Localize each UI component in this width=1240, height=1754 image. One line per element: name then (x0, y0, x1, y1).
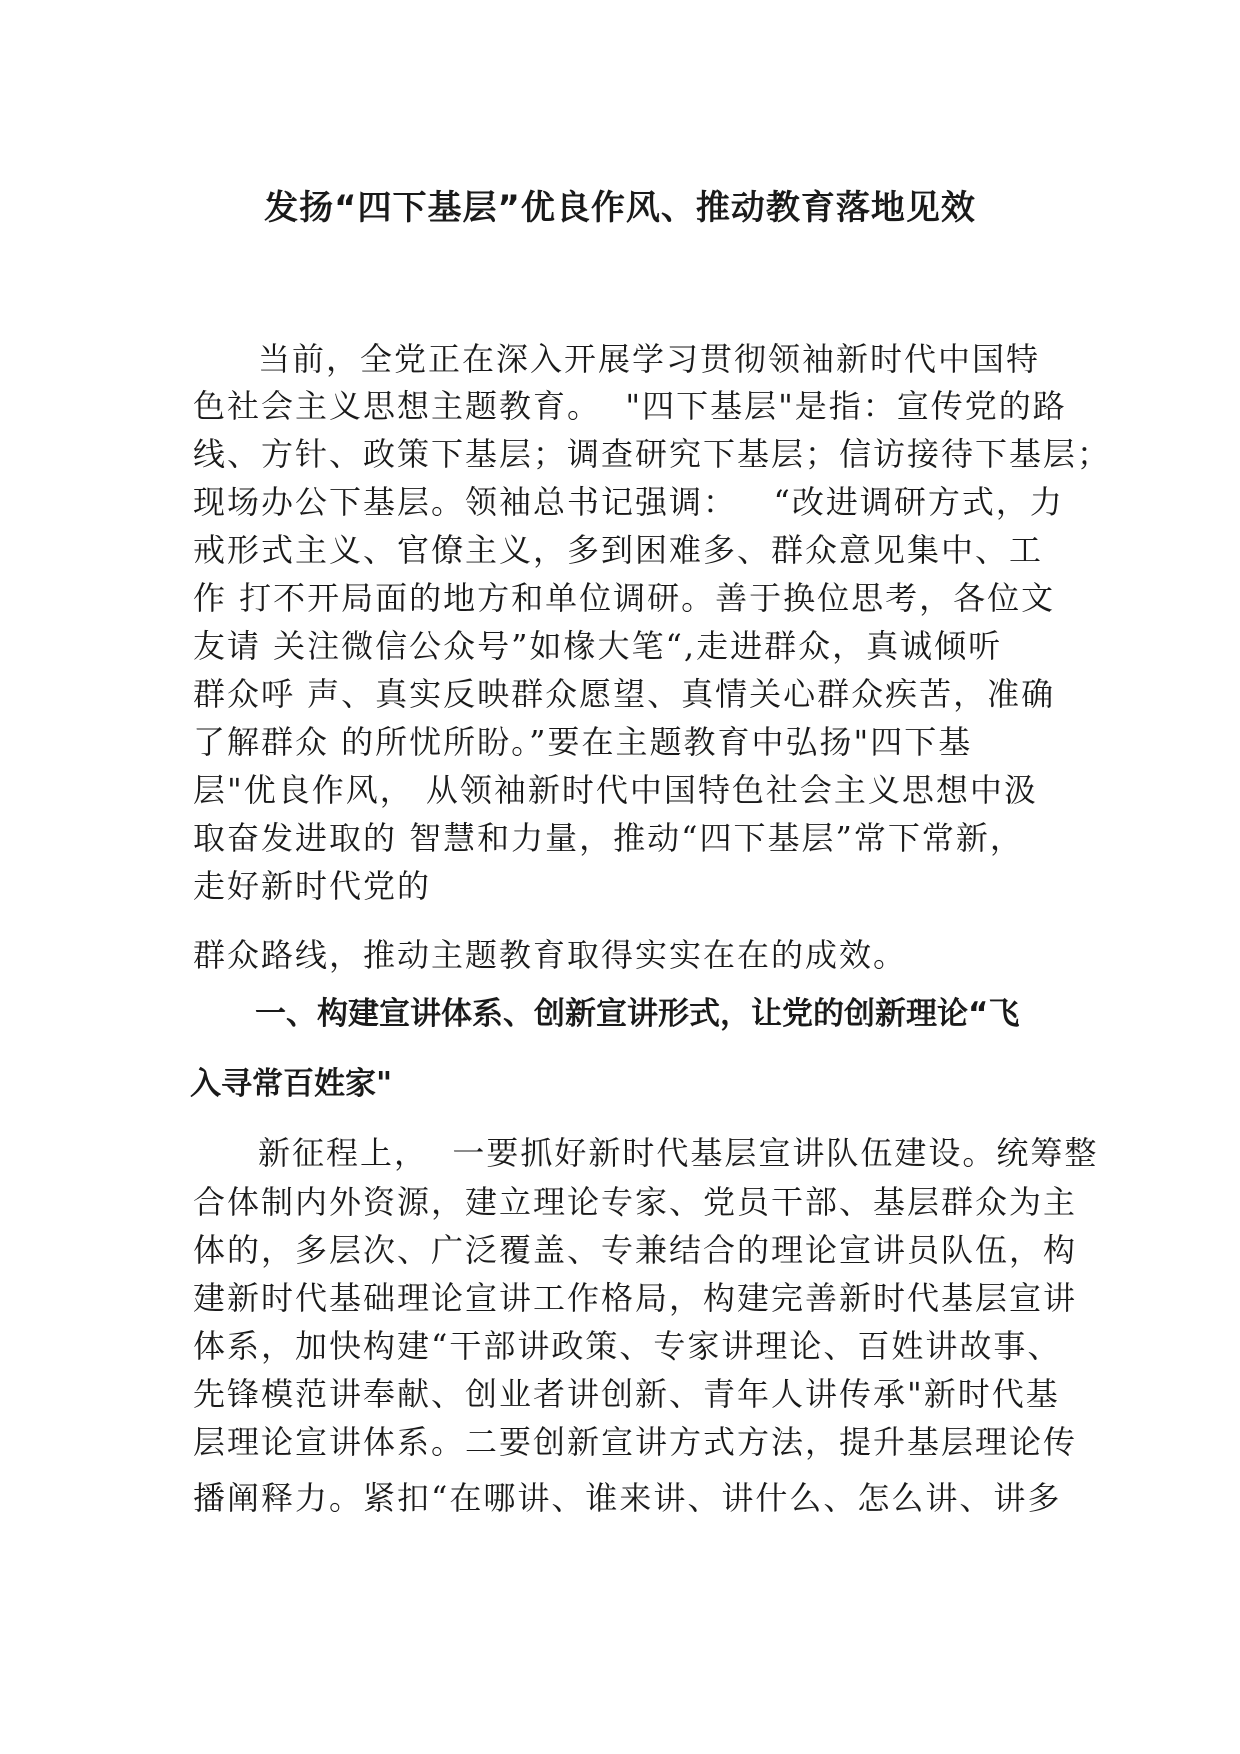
intro-line: 戒形式主义、官僚主义，多到困难多、群众意见集中、工 (193, 531, 1044, 569)
intro-line: 层"优良作风， 从领袖新时代中国特色社会主义思想中汲 (193, 771, 1038, 809)
intro-line: 线、方针、政策下基层；调查研究下基层；信访接待下基层； (193, 435, 1112, 473)
intro-line: 了解群众 的所忧所盼。”要在主题教育中弘扬"四下基 (193, 723, 973, 761)
intro-line: 群众呼 声、真实反映群众愿望、真情关心群众疾苦，准确 (193, 675, 1056, 713)
intro-line: 作 打不开局面的地方和单位调研。善于换位思考，各位文 (193, 579, 1056, 617)
section-heading: 一、构建宣讲体系、创新宣讲形式，让党的创新理论“飞 (255, 996, 1020, 1032)
intro-line: 群众路线，推动主题教育取得实实在在的成效。 (193, 936, 908, 974)
body-line: 体系，加快构建“干部讲政策、专家讲理论、百姓讲故事、 (193, 1327, 1062, 1365)
document-title: 发扬“四下基层”优良作风、推动教育落地见效 (264, 188, 976, 228)
body-line: 合体制内外资源，建立理论专家、党员干部、基层群众为主 (193, 1183, 1078, 1221)
body-line: 新征程上， 一要抓好新时代基层宣讲队伍建设。统筹整 (258, 1134, 1099, 1172)
intro-line: 友请 关注微信公众号”如椽大笔“,走进群众，真诚倾听 (193, 627, 1003, 665)
body-line: 层理论宣讲体系。二要创新宣讲方式方法，提升基层理论传 (193, 1423, 1078, 1461)
body-line: 先锋模范讲奉献、创业者讲创新、青年人讲传承"新时代基 (193, 1375, 1060, 1413)
body-line: 建新时代基础理论宣讲工作格局，构建完善新时代基层宣讲 (193, 1279, 1078, 1317)
intro-line: 取奋发进取的 智慧和力量，推动“四下基层”常下常新， (193, 819, 1024, 857)
body-line: 播阐释力。紧扣“在哪讲、谁来讲、讲什么、怎么讲、讲多 (193, 1479, 1062, 1517)
intro-line: 当前，全党正在深入开展学习贯彻领袖新时代中国特 (258, 340, 1041, 378)
intro-line: 色社会主义思想主题教育。 "四下基层"是指：宣传党的路 (193, 387, 1067, 425)
section-heading-continued: 入寻常百姓家" (190, 1066, 393, 1102)
intro-line: 现场办公下基层。领袖总书记强调： “改进调研方式，力 (193, 483, 1064, 521)
intro-line: 走好新时代党的 (193, 867, 432, 905)
body-line: 体的，多层次、广泛覆盖、专兼结合的理论宣讲员队伍，构 (193, 1231, 1078, 1269)
